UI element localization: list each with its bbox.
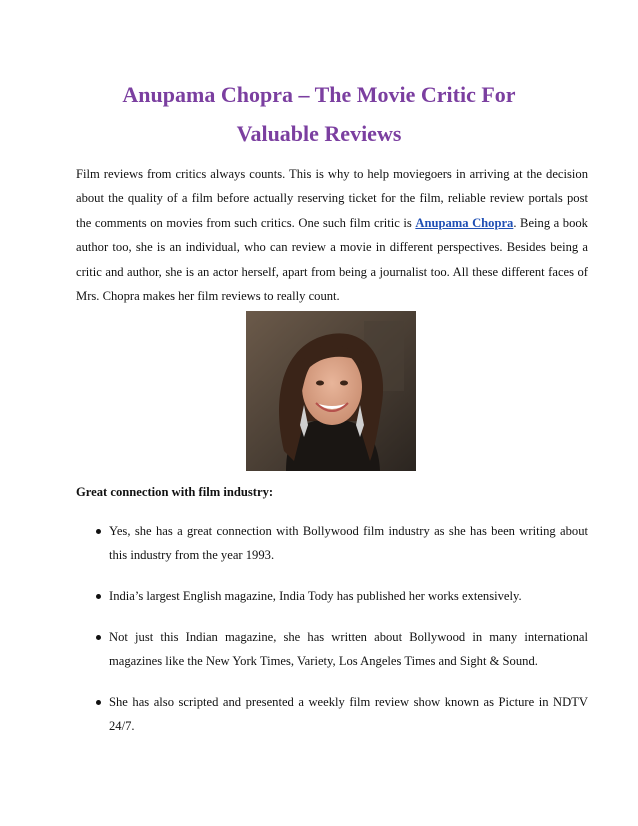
document-title-line-1: Anupama Chopra – The Movie Critic For: [122, 82, 516, 107]
bullet-list: [76, 519, 588, 755]
anupama-chopra-link[interactable]: Anupama Chopra: [415, 215, 514, 230]
intro-paragraph: [76, 162, 588, 308]
list-item-text: Yes, she has a great connection with Bollywood film industry as she has been writing about this industry from the year 1993.: [109, 524, 588, 562]
document-title-line-2: Valuable Reviews: [236, 121, 402, 146]
section-heading: Great connection with film industry:: [76, 485, 274, 499]
intro-text-after-link: . Being a book author too, she is an individual, who can review a movie in different perspectives. Besides being a critic and author, she is an actor herself, apart from being a journalist too. All these different faces of Mrs. Chopra makes her film reviews to really count.: [76, 215, 588, 304]
intro-text-before-link: Film reviews from critics always counts. This is why to help moviegoers in arriving at the decision about the quality of a film before actually reserving ticket for the film, reliable review portals post the comments on movies from such critics. One such film critic is: [76, 167, 588, 230]
list-item: [76, 690, 588, 738]
list-item-text: Not just this Indian magazine, she has written about Bollywood in many international magazines like the New York Times, Variety, Los Angeles Times and Sight & Sound.: [109, 630, 588, 668]
list-item: [76, 584, 588, 608]
bullet-icon: [96, 594, 101, 599]
list-item-text: India’s largest English magazine, India Tody has published her works extensively.: [109, 589, 522, 603]
bullet-icon: [96, 529, 101, 534]
list-item: [76, 625, 588, 673]
list-item-text: She has also scripted and presented a weekly film review show known as Picture in NDTV 24/7.: [109, 695, 588, 733]
bullet-icon: [96, 700, 101, 705]
list-item: [76, 519, 588, 567]
bullet-icon: [96, 635, 101, 640]
portrait-photo: [246, 311, 416, 471]
